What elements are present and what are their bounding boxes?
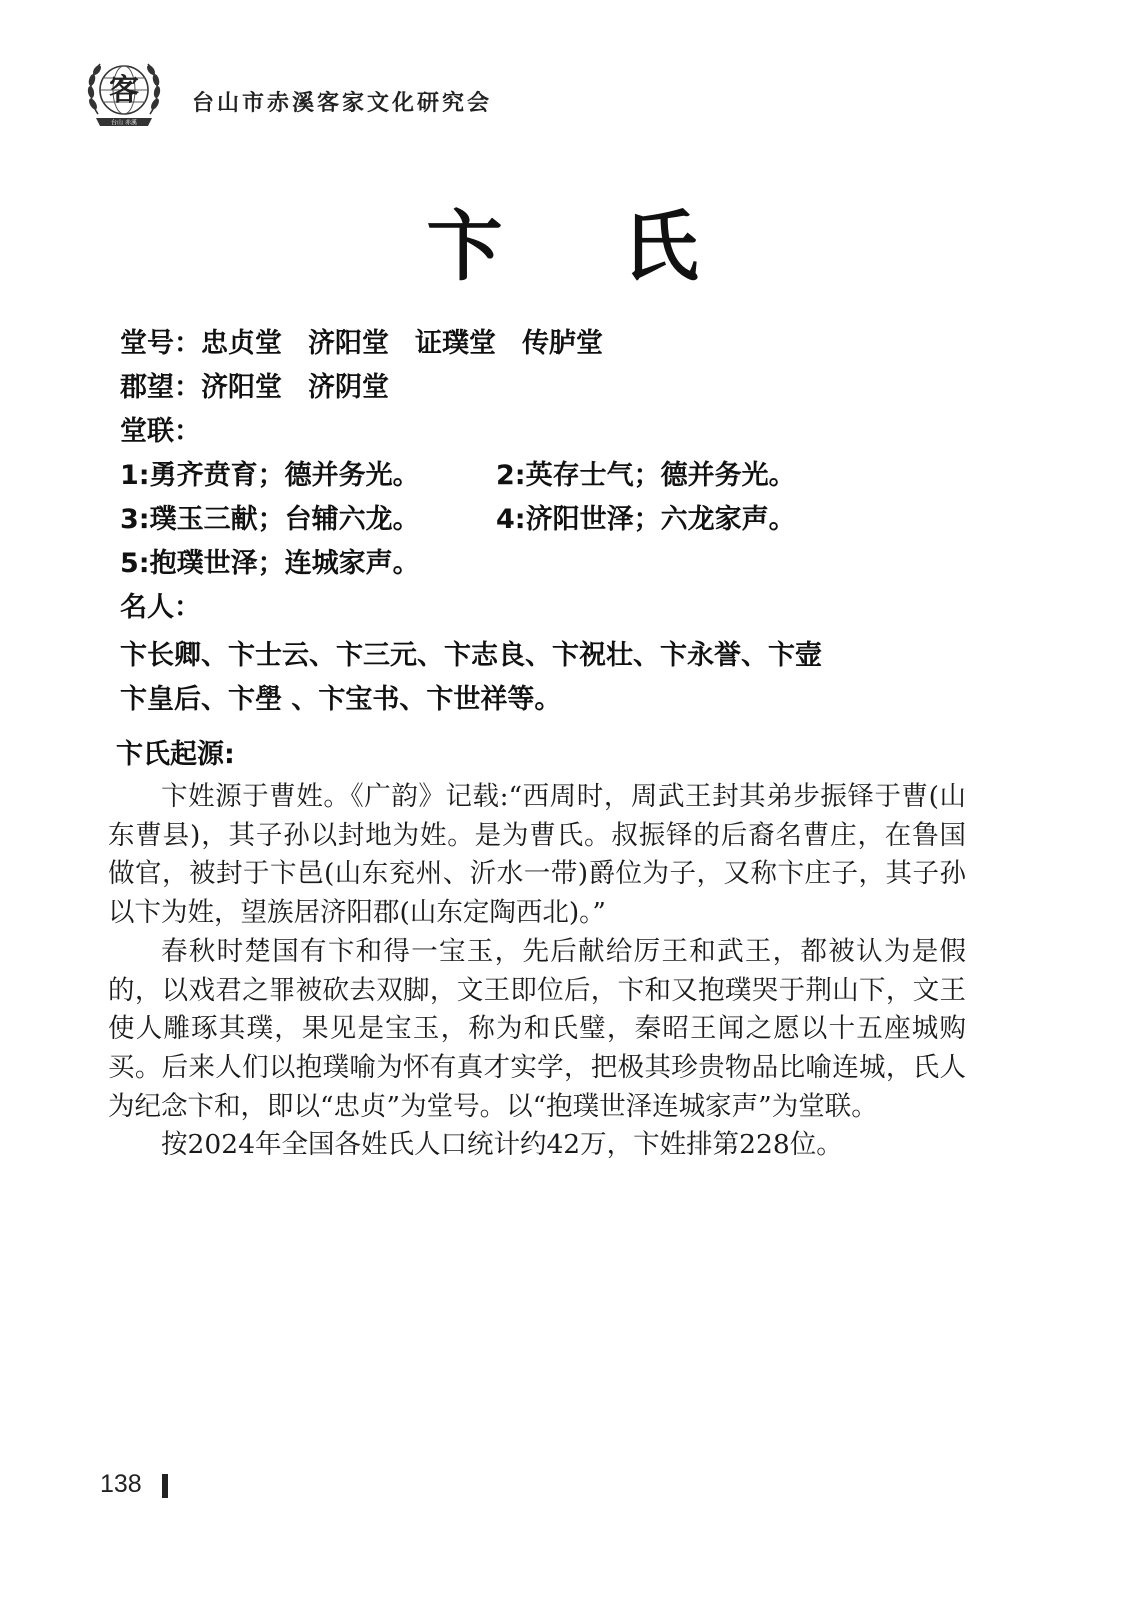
body-paragraph: 春秋时楚国有卞和得一宝玉，先后献给厉王和武王，都被认为是假的，以戏君之罪被砍去双脚，文王即位后，卞和又抱璞哭于荆山下，文王使人雕琢其璞，果见是宝玉，称为和氏璧，秦昭王闻之愿以十五座城购买。后来人们以抱璞喻为怀有真才实学，把极其珍贵物品比喻连城，氏人为纪念卞和，即以“忠贞”为堂号。以“抱璞世泽连城家声”为堂联。 (108, 935, 966, 1122)
body-paragraph: 按2024年全国各姓氏人口统计约42万，卞姓排第228位。 (161, 1129, 843, 1161)
couplets-row (120, 454, 1020, 498)
origin-heading: 卞氏起源: (116, 739, 235, 770)
page-number: 138 (100, 1470, 142, 1498)
hall-name-row (120, 322, 1020, 366)
hall-name-item: 传胪堂 (522, 328, 603, 359)
hall-name-item: 忠贞堂 (201, 328, 282, 359)
famous-label: 名人： (120, 592, 201, 623)
junwang-item: 济阳堂 (201, 372, 282, 403)
junwang-item: 济阴堂 (308, 372, 389, 403)
svg-text:客: 客 (109, 73, 139, 108)
clan-info-block (120, 322, 1020, 722)
couplets-row (120, 498, 1020, 542)
page-title (0, 186, 1125, 295)
title-char-surname: 卞 (426, 202, 503, 291)
hall-name-item: 济阳堂 (308, 328, 389, 359)
couplet-item: 1:勇齐贲育；德并务光。 (120, 460, 420, 491)
page-header (84, 52, 784, 136)
famous-names-line: 卞长卿、卞士云、卞三元、卞志良、卞祝壮、卞永誉、卞壸 (120, 640, 822, 671)
body-paragraph: 卞姓源于曹姓。《广韵》记载:“西周时，周武王封其弟步振铎于曹(山东曹县)，其子孙以封地为姓。是为曹氏。叔振铎的后裔名曹庄，在鲁国做官，被封于卞邑(山东兖州、沂水一带)爵位为子，又称卞庄子，其子孙以卞为姓，望族居济阳郡(山东定陶西北)。” (108, 781, 966, 929)
couplet-item: 5:抱璞世泽；连城家声。 (120, 548, 420, 579)
hall-name-item: 证璞堂 (415, 328, 496, 359)
famous-label-row (120, 586, 1020, 630)
origin-body (108, 778, 966, 1165)
hall-name-label: 堂号： (120, 328, 201, 359)
junwang-row (120, 366, 1020, 410)
couplet-item: 2:英存士气；德并务光。 (496, 460, 796, 491)
association-logo-icon (84, 52, 164, 136)
couplets-row (120, 542, 1020, 586)
junwang-label: 郡望： (120, 372, 201, 403)
svg-text:台山 赤溪: 台山 赤溪 (111, 119, 137, 127)
title-char-shi: 氏 (622, 202, 699, 291)
couplets-label-row (120, 410, 1020, 454)
organization-name: 台山市赤溪客家文化研究会 (192, 90, 493, 116)
page-number-bar (162, 1474, 168, 1498)
couplet-item: 3:璞玉三献；台辅六龙。 (120, 504, 420, 535)
couplet-item: 4:济阳世泽；六龙家声。 (496, 504, 796, 535)
famous-names-line: 卞皇后、卞壆 、卞宝书、卞世祥等。 (120, 684, 562, 715)
couplets-label: 堂联： (120, 416, 201, 447)
